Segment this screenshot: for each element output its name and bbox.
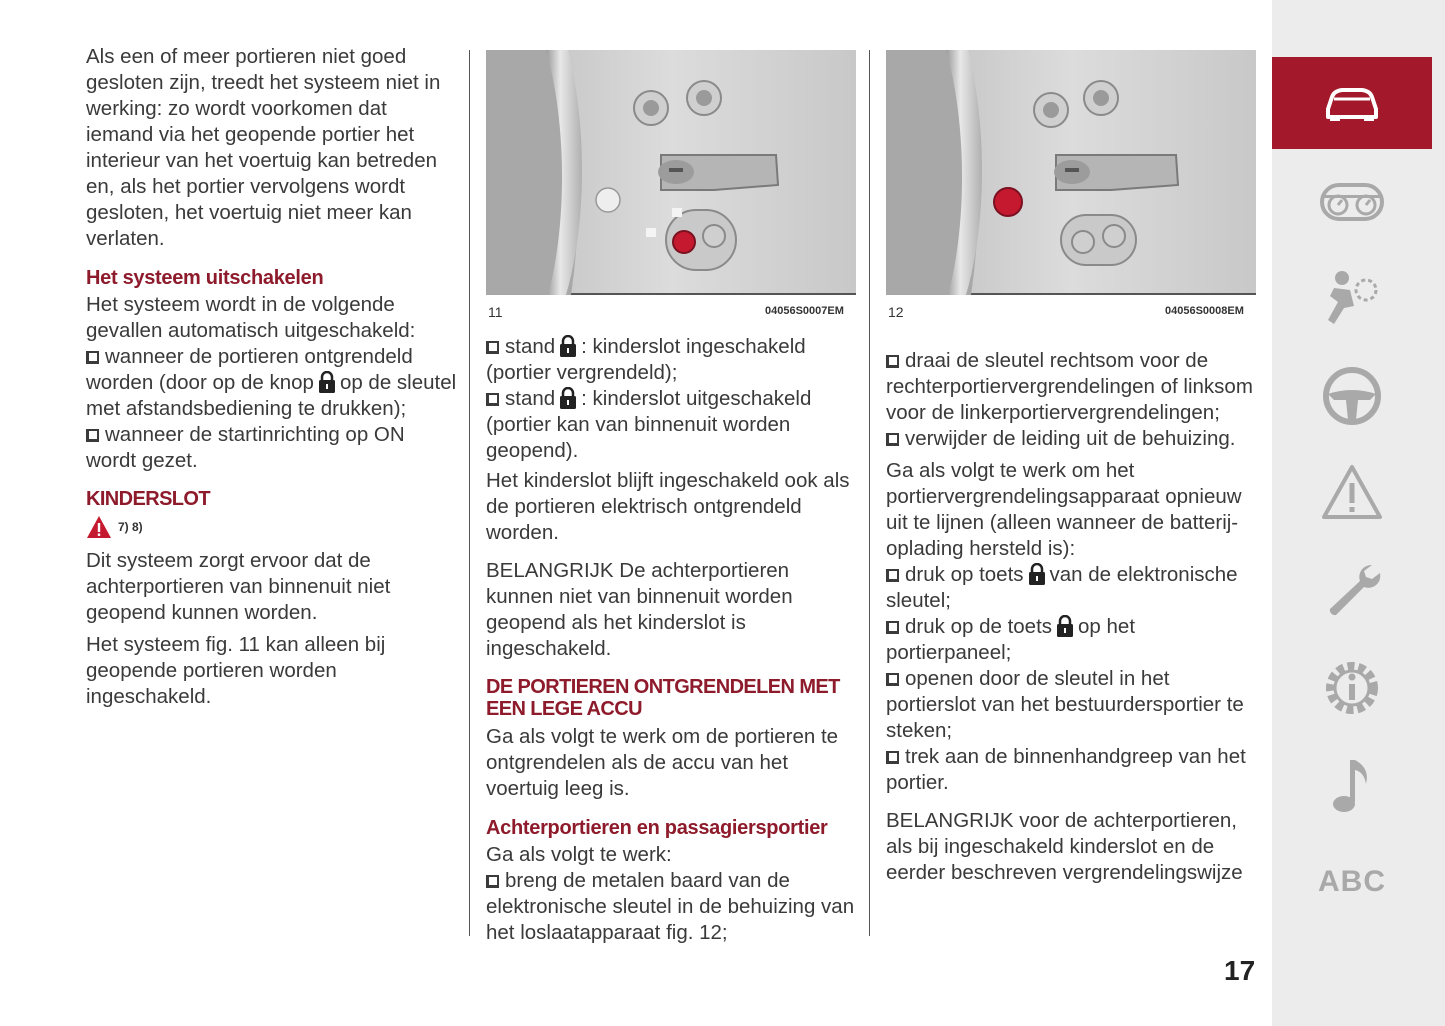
heading-disable: Het systeem uitschakelen	[86, 267, 324, 289]
list-item: wanneer de portieren ontgrendeld worden (door op de knop op de sleutel met afstandsbediening te drukken);	[86, 345, 457, 420]
figure-12-code: 04056S0008EM	[1165, 305, 1244, 317]
list-item: breng de metalen baard van de elektronische sleutel in de behuizing van het loslaatapparaat fig. 12;	[486, 869, 855, 944]
checkbox-bullet-icon	[886, 569, 899, 582]
music-icon	[1320, 754, 1384, 818]
column-divider	[469, 50, 470, 936]
checkbox-bullet-icon	[886, 433, 899, 446]
realign-text: Ga als volgt te werk om het portiervergrendelingsapparaat opnieuw uit te lijnen (alleen wanneer de batterij-oplading hersteld is):	[886, 459, 1242, 560]
list-item: druk op toets van de elektronische sleutel;	[886, 563, 1238, 612]
list-item: draai de sleutel rechtsom voor de rechterportiervergrendelingen of linksom voor de linkerportiervergrendelingen;	[886, 349, 1253, 424]
list-item: druk op de toets op het portierpaneel;	[886, 615, 1136, 664]
list-item: wanneer de startinrichting op ON wordt gezet.	[86, 423, 405, 472]
checkbox-bullet-icon	[86, 429, 99, 442]
childlock-text: Dit systeem zorgt ervoor dat de achterportieren van binnenuit niet geopend kunnen worden.	[86, 549, 391, 624]
rear-text: Ga als volgt te werk:	[486, 843, 672, 866]
lock-icon	[1056, 615, 1074, 637]
list-item: openen door de sleutel in het portierslot van het bestuurdersportier te steken;	[886, 667, 1244, 742]
lock-icon	[1028, 563, 1046, 585]
checkbox-bullet-icon	[886, 621, 899, 634]
important-text: BELANGRIJK De achterportieren kunnen niet van binnenuit worden geopend als het kinderslot is ingeschakeld.	[486, 559, 793, 660]
chapter-technical[interactable]	[1272, 642, 1432, 734]
chapter-index[interactable]	[1272, 836, 1432, 928]
warning-refs: 7) 8)	[86, 514, 458, 540]
column-1	[86, 44, 458, 716]
checkbox-bullet-icon	[486, 875, 499, 888]
column-divider	[869, 50, 870, 936]
dashboard-icon	[1320, 169, 1384, 233]
list-item: verwijder de leiding uit de behuizing.	[886, 426, 1256, 452]
battery-text: Ga als volgt te werk om de portieren te ontgrendelen als de accu van het voertuig leeg is.	[486, 725, 839, 800]
disable-text: Het systeem wordt in de volgende gevallen automatisch uitgeschakeld:	[86, 293, 416, 342]
heading-rear: Achterportieren en passagiersportier	[486, 817, 828, 839]
steering-wheel-icon	[1320, 364, 1384, 428]
heading-battery: DE PORTIEREN ONTGRENDELEN MET EEN LEGE ACCU	[486, 676, 840, 720]
chapter-multimedia[interactable]	[1272, 740, 1432, 832]
remain-text: Het kinderslot blijft ingeschakeld ook als de portieren elektrisch ontgrendeld worden.	[486, 469, 850, 544]
chapter-warnings[interactable]	[1272, 447, 1432, 539]
chapter-safety[interactable]	[1272, 252, 1432, 344]
list-item: trek aan de binnenhandgreep van het portier.	[886, 745, 1246, 794]
airbag-icon	[1320, 266, 1384, 330]
figure-12-door-lock	[886, 50, 1256, 295]
chapter-maintenance[interactable]	[1272, 545, 1432, 637]
figure-11-code: 04056S0007EM	[765, 305, 844, 317]
heading-childlock: KINDERSLOT	[86, 488, 211, 510]
warning-triangle-icon	[86, 515, 112, 539]
checkbox-bullet-icon	[86, 351, 99, 364]
figure-12-number: 12	[888, 304, 904, 320]
chapter-car[interactable]	[1272, 57, 1432, 149]
checkbox-bullet-icon	[886, 751, 899, 764]
childlock-fig-text: Het systeem fig. 11 kan alleen bij geopende portieren worden ingeschakeld.	[86, 633, 386, 708]
column-3	[886, 348, 1256, 892]
figure-11-door-lock	[486, 50, 856, 295]
column-2	[486, 334, 858, 946]
page-number: 17	[1224, 955, 1256, 986]
chapter-dashboard[interactable]	[1272, 155, 1432, 247]
important-text: BELANGRIJK voor de achterportieren, als bij ingeschakeld kinderslot en de eerder beschreven vergrendelingswijze	[886, 809, 1243, 884]
checkbox-bullet-icon	[486, 341, 499, 354]
checkbox-bullet-icon	[886, 355, 899, 368]
lock-icon	[318, 371, 336, 393]
list-item: stand : kinderslot ingeschakeld (portier vergrendeld);	[486, 335, 806, 384]
checkbox-bullet-icon	[886, 673, 899, 686]
list-item: stand : kinderslot uitgeschakeld (portier kan van binnenuit worden geopend).	[486, 387, 812, 462]
chapter-driving[interactable]	[1272, 350, 1432, 442]
lock-open-icon	[559, 387, 577, 409]
warning-icon	[1320, 461, 1384, 525]
abc-label: ABC	[1318, 865, 1386, 898]
gear-info-icon	[1320, 656, 1384, 720]
lock-closed-icon	[559, 335, 577, 357]
intro-text: Als een of meer portieren niet goed gesloten zijn, treedt het systeem niet in werking: zo wordt voorkomen dat iemand via het geopende portier het interieur van het voertuig kan betreden en, als het portier vervolgens wordt gesloten, het voertuig niet meer kan verlaten.	[86, 45, 441, 250]
checkbox-bullet-icon	[486, 393, 499, 406]
car-icon	[1320, 71, 1384, 135]
wrench-icon	[1320, 559, 1384, 623]
figure-11-number: 11	[488, 304, 503, 320]
